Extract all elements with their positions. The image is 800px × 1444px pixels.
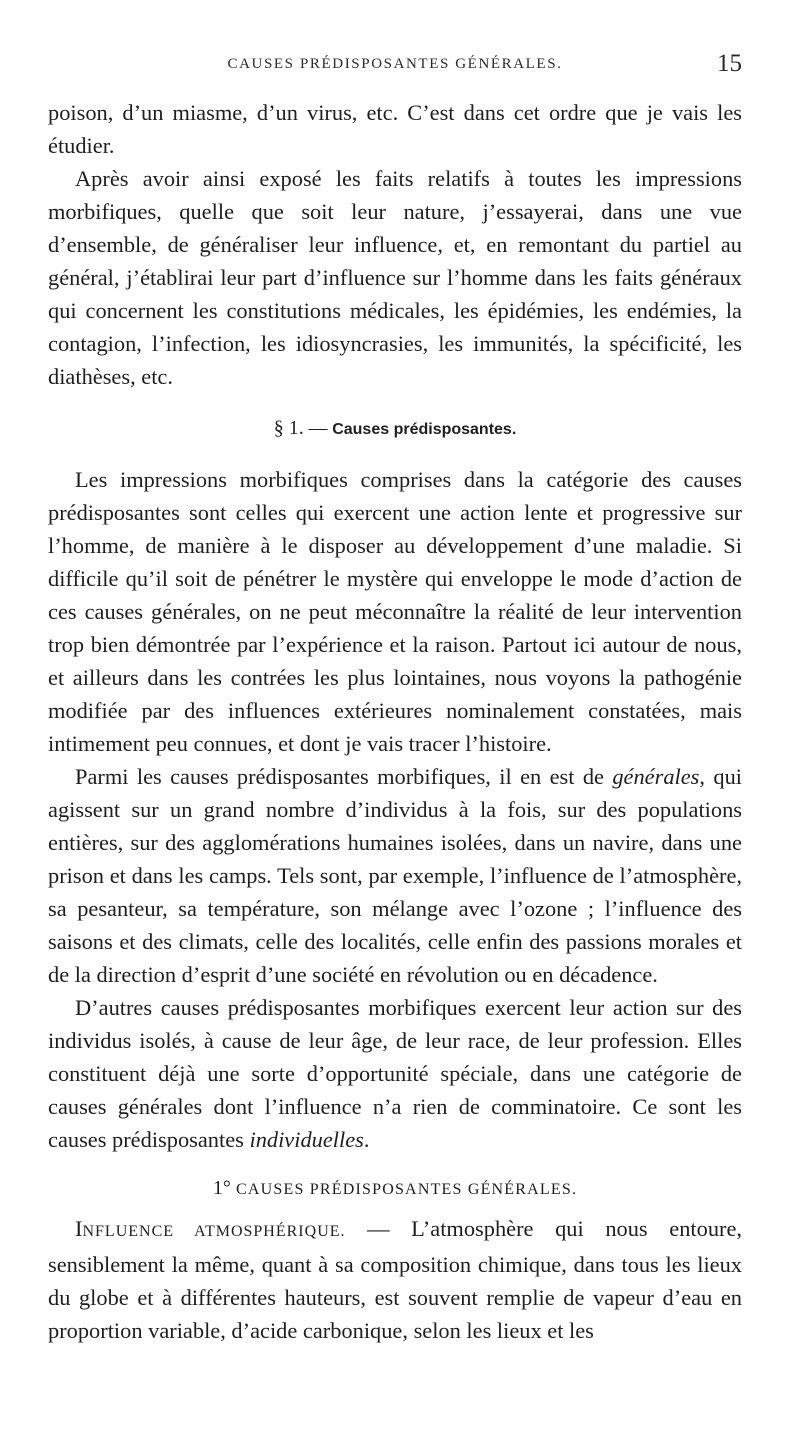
subsection-number: 1° [212, 1177, 231, 1199]
page-number: 15 [717, 50, 742, 77]
body-paragraph-2 [48, 760, 742, 991]
subsection-title: CAUSES PRÉDISPOSANTES GÉNÉRALES. [236, 1181, 578, 1198]
section-dash: — [308, 418, 328, 439]
final-text [48, 1212, 742, 1347]
final-lead [75, 1216, 346, 1241]
body-paragraph-3-end: . [363, 1127, 370, 1152]
body-text [48, 463, 742, 1156]
section-title: Causes prédisposantes. [332, 421, 517, 438]
subsection-heading [48, 1174, 742, 1204]
intro-paragraph-2: Après avoir ainsi exposé les faits relatifs à toutes les impressions morbifiques, quelle que soit leur nature, j’essayerai, dans une vue d’ensemble, de généraliser leur influence, et, en remontant du partiel au général, j’établirai leur part d’influence sur l’homme dans les faits généraux qui concernent les constitutions médicales, les épidémies, les endémies, la contagion, l’infection, les idiosyncrasies, les immunités, la spécificité, les diathèses, etc. [48, 166, 742, 389]
emphasis-generales: générales [612, 764, 700, 789]
body-paragraph-3-start: D’autres causes prédisposantes morbifiques exercent leur action sur des individus isolés, à cause de leur âge, de leur race, de leur profession. Elles constituent déjà une sorte d’opportunité spéciale, dans une catégorie de causes générales dont l’influence n’a rien de comminatoire. Ce sont les causes prédisposantes [48, 995, 742, 1152]
final-lead-cap: I [75, 1216, 83, 1241]
final-paragraph [48, 1212, 742, 1347]
section-heading [48, 415, 742, 443]
body-paragraph-2-end: , qui agissent sur un grand nombre d’individus à la fois, sur des populations entières, sur des agglomérations humaines isolées, dans un navire, dans une prison et dans les camps. Tels sont, par exemple, l’influence de l’atmosphère, sa pesanteur, sa température, son mélange avec l’ozone ; l’influence des saisons et des climats, celle des localités, celle enfin des passions morales et de la direction d’esprit d’une société en révolution ou en décadence. [48, 764, 742, 987]
body-paragraph-3 [48, 991, 742, 1156]
final-paragraph-text: — L’atmosphère qui nous entoure, sensiblement la même, quant à sa composition chimique, dans tous les lieux du globe et à différentes hauteurs, est souvent remplie de vapeur d’eau en proportion variable, d’acide carbonique, selon les lieux et les [48, 1216, 743, 1343]
body-paragraph-1: Les impressions morbifiques comprises dans la catégorie des causes prédisposantes sont celles qui exercent une action lente et progressive sur l’homme, de manière à le disposer au développement d’une maladie. Si difficile qu’il soit de pénétrer le mystère qui enveloppe le mode d’action de ces causes générales, on ne peut méconnaître la réalité de leur intervention trop bien démontrée par l’expérience et la raison. Partout ici autour de nous, et ailleurs dans les contrées les plus lointaines, nous voyons la pathogénie modifiée par des influences extérieures nominalement constatées, mais intimement peu connues, et dont je vais tracer l’histoire. [48, 467, 742, 756]
body-paragraph-2-start: Parmi les causes prédisposantes morbifiques, il en est de [75, 764, 613, 789]
running-title: CAUSES PRÉDISPOSANTES GÉNÉRALES. [227, 56, 563, 72]
intro-paragraph-1: poison, d’un miasme, d’un virus, etc. C’est dans cet ordre que je vais les étudier. [48, 100, 742, 158]
final-lead-rest: NFLUENCE ATMOSPHÉRIQUE. [82, 1223, 346, 1240]
section-number: § 1. [273, 417, 304, 439]
emphasis-individuelles: individuelles [249, 1127, 364, 1152]
intro-text [48, 96, 742, 393]
running-head [48, 0, 742, 96]
